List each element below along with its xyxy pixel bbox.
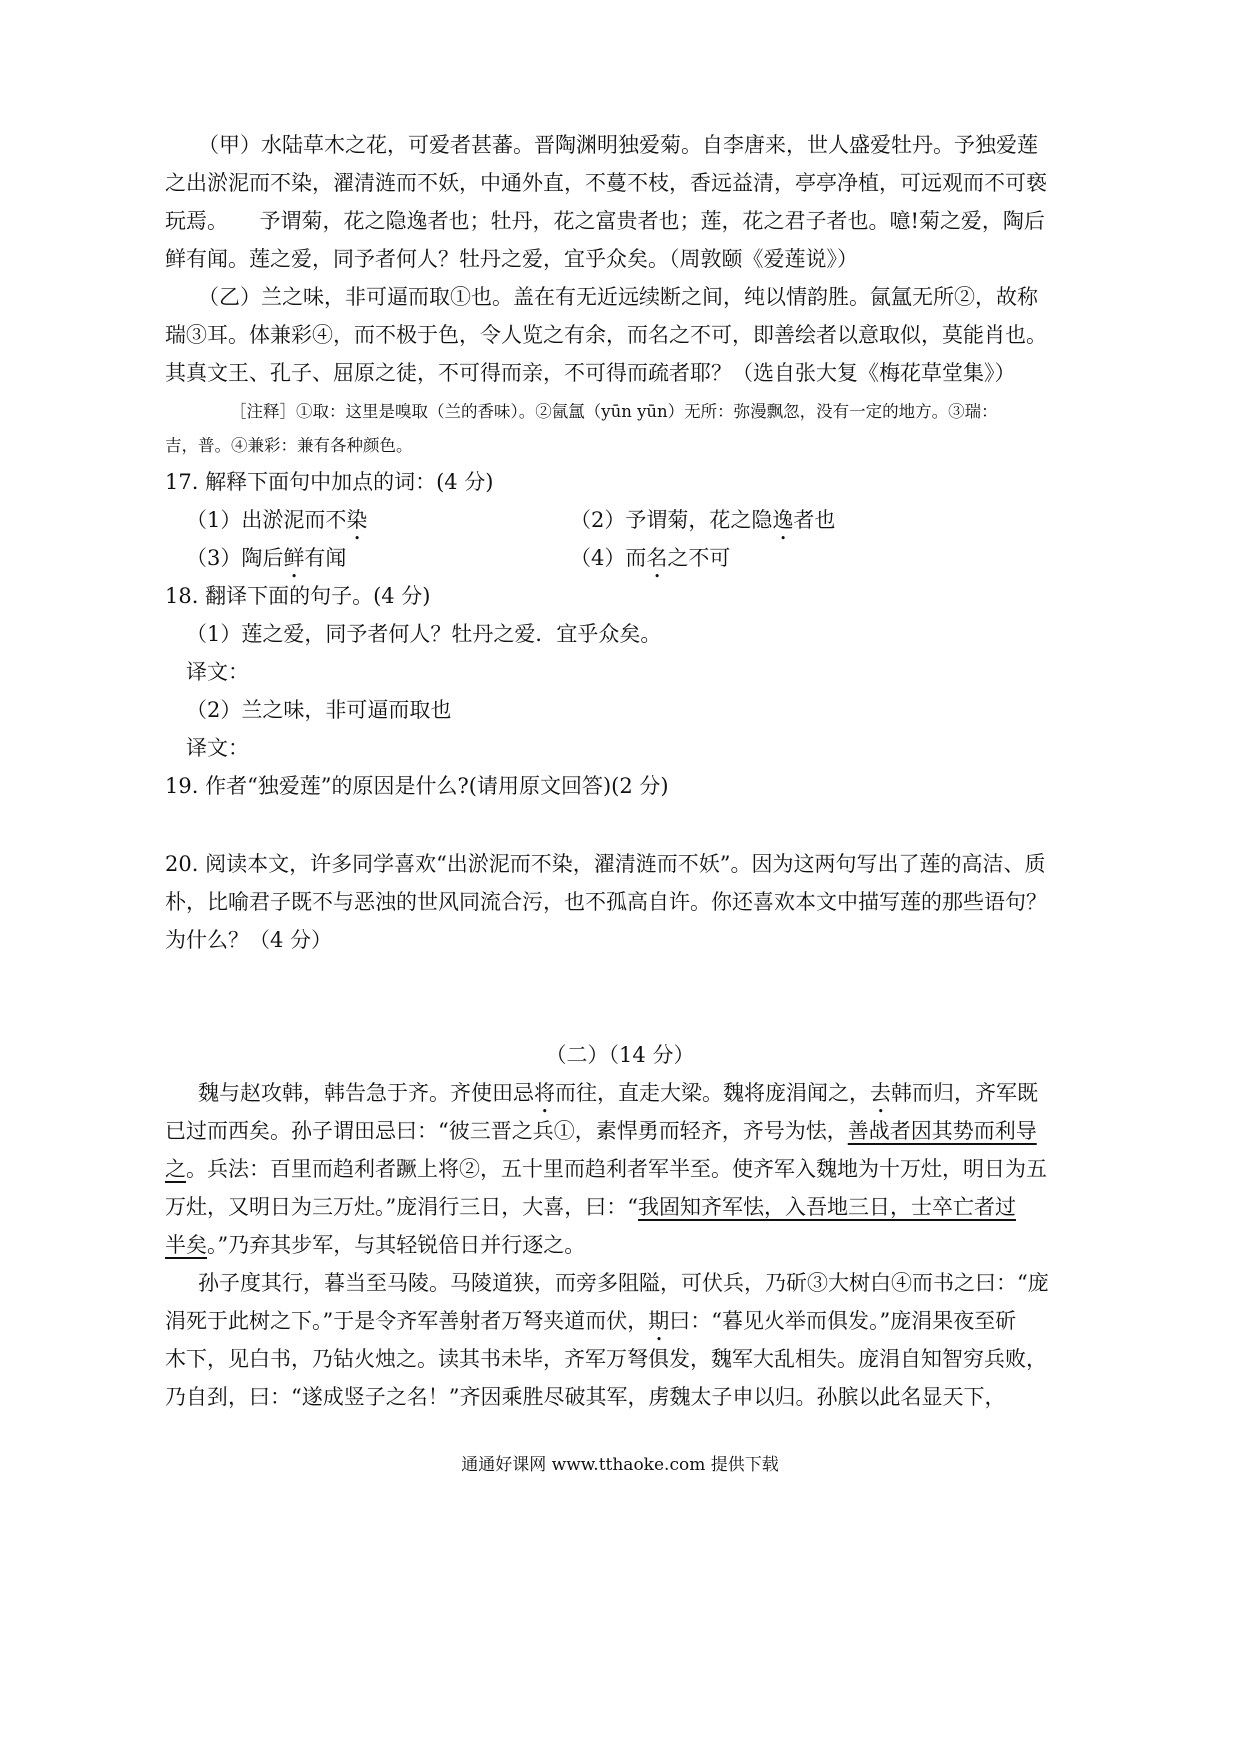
passage-jia-line: （甲）水陆草木之花，可爱者甚蕃。晋陶渊明独爱菊。自李唐来，世人盛爱牡丹。予独爱莲: [198, 133, 1038, 157]
passage-yi-line: 瑞③耳。体兼彩④，而不极于色，令人览之有余，而名之不可，即善绘者以意取似，莫能肖也。: [165, 323, 1047, 347]
annotation-note: ［注释］①取：这里是嗅取（兰的香味）。②氤氲（yūn yūn）无所：弥漫飘忽，没有一定的地方。③瑞：: [230, 402, 998, 421]
answer-label: 译文：: [186, 660, 249, 684]
passage-2-line: 之。兵法：百里而趋利者蹶上将②，五十里而趋利者军半至。使齐军入魏地为十万灶，明日为五: [165, 1157, 1047, 1181]
question-17-item-2: （2）予谓菊，花之隐逸者也: [570, 508, 836, 532]
passage-2-line: 半矣。”乃弃其步军，与其轻锐倍日并行逐之。: [165, 1233, 586, 1257]
answer-label: 译文：: [186, 736, 249, 760]
question-18: 18. 翻译下面的句子。(4 分): [165, 584, 431, 608]
passage-2-line: 涓死于此树之下。”于是令齐军善射者万弩夹道而伏，期曰：“暮见火举而俱发。”庞涓果夜至斫: [165, 1309, 1017, 1333]
passage-jia-line: 玩焉。 予谓菊，花之隐逸者也；牡丹，花之富贵者也；莲，花之君子者也。噫!菊之爱，陶后: [165, 209, 1045, 233]
passage-2-line: 万灶，又明日为三万灶。”庞涓行三日，大喜，曰：“我固知齐军怯，入吾地三日，士卒亡者过: [165, 1195, 1016, 1219]
section-title: （二）（14 分）: [545, 1043, 695, 1067]
question-19: 19. 作者“独爱莲”的原因是什么?(请用原文回答)(2 分): [165, 774, 669, 798]
page-footer: 通通好课网 www.tthaoke.com 提供下载: [461, 1455, 779, 1475]
question-20-line: 20. 阅读本文，许多同学喜欢“出淤泥而不染，濯清涟而不妖”。因为这两句写出了莲的高洁、质: [165, 852, 1046, 876]
passage-2-line: 孙子度其行，暮当至马陵。马陵道狭，而旁多阻隘，可伏兵，乃斫③大树白④而书之曰：“庞: [198, 1271, 1049, 1295]
passage-yi-line: 其真文王、孔子、屈原之徒，不可得而亲，不可得而疏者耶？（选自张大复《梅花草堂集》）: [165, 361, 1016, 385]
passage-2-line: 魏与赵攻韩，韩告急于齐。齐使田忌将而往，直走大梁。魏将庞涓闻之，去韩而归，齐军既: [198, 1081, 1038, 1105]
passage-2-line: 乃自刭，曰：“遂成竖子之名！”齐因乘胜尽破其军，虏魏太子申以归。孙膑以此名显天下，: [165, 1385, 1006, 1409]
question-17-item-1: （1）出淤泥而不染: [186, 508, 368, 532]
passage-jia-line: 之出淤泥而不染，濯清涟而不妖，中通外直，不蔓不枝，香远益清，亭亭净植，可远观而不可亵: [165, 171, 1047, 195]
question-20-line: 朴，比喻君子既不与恶浊的世风同流合污，也不孤高自许。你还喜欢本文中描写莲的那些语句？: [165, 890, 1047, 914]
passage-yi-line: （乙）兰之味，非可逼而取①也。盖在有无近远续断之间，纯以情韵胜。氤氲无所②，故称: [198, 285, 1038, 309]
question-17-row: [186, 505, 1066, 535]
question-20-line: 为什么？（4 分）: [165, 928, 333, 952]
question-18-item-1: （1）莲之爱，同予者何人？牡丹之爱．宜乎众矣。: [186, 622, 662, 646]
passage-2-line: 木下，见白书，乃钻火烛之。读其书未毕，齐军万弩俱发，魏军大乱相失。庞涓自知智穷兵败，: [165, 1347, 1047, 1371]
question-17-row: [186, 543, 1066, 573]
question-17-item-3: （3）陶后鲜有闻: [186, 546, 347, 570]
question-17-item-4: （4）而名之不可: [570, 546, 731, 570]
annotation-note: 吉，普。④兼彩：兼有各种颜色。: [165, 436, 413, 455]
question-17: 17. 解释下面句中加点的词：(4 分): [165, 470, 494, 494]
passage-2-line: 已过而西矣。孙子谓田忌曰：“彼三晋之兵①，素悍勇而轻齐，齐号为怯，善战者因其势而利导: [165, 1119, 1037, 1143]
passage-jia-line: 鲜有闻。莲之爱，同予者何人？牡丹之爱，宜乎众矣。（周敦颐《爱莲说》）: [165, 247, 858, 271]
question-18-item-2: （2）兰之味，非可逼而取也: [186, 698, 452, 722]
